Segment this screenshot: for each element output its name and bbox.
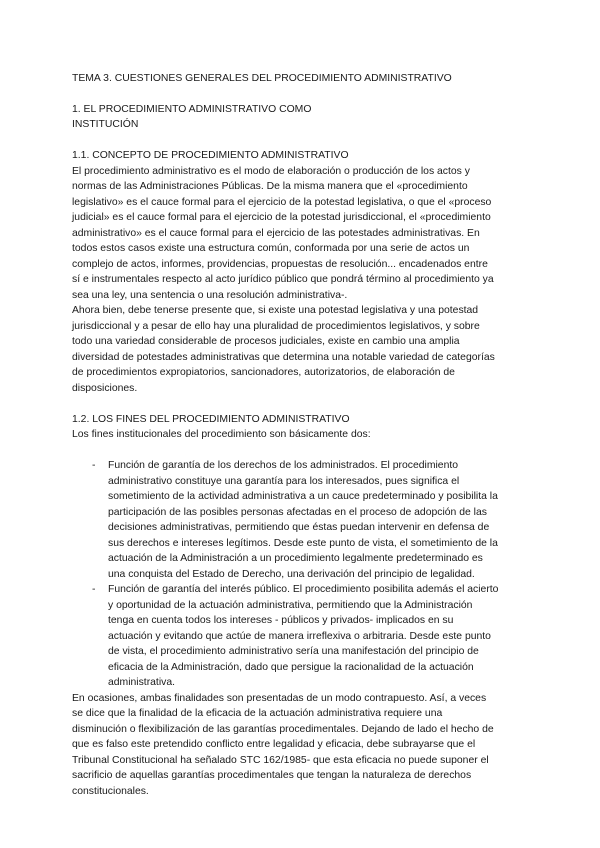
document-title: TEMA 3. CUESTIONES GENERALES DEL PROCEDIMIENTO ADMINISTRATIVO (72, 73, 452, 84)
text-line: eficacia de la Administración, dado que persigue la racionalidad de la actuación (108, 661, 474, 673)
text-line: Función de garantía del interés público. El procedimiento posibilita además el acierto (108, 584, 499, 595)
bullet-dash: - (92, 584, 96, 595)
text-line: En ocasiones, ambas finalidades son presentadas de un modo contrapuesto. Así, a veces (72, 692, 487, 704)
section-1-heading (72, 102, 532, 133)
bullet-dash: - (92, 460, 96, 471)
text-line: disminución o flexibilización de las garantías procedimentales. Dejando de lado el hecho de (72, 723, 494, 735)
text-line: complejo de actos, informes, providencias, propuestas de resolución... encadenados entre (72, 258, 488, 270)
concept-paragraph-1 (72, 164, 532, 304)
text-line: judicial» es el cauce formal para el ejercicio de la potestad jurisdiccional, el «procedimiento (72, 212, 491, 223)
text-line: sí e instrumentales respecto al acto jurídico público que pondrá término al procedimiento ya (72, 274, 494, 285)
text-line: todo una variedad considerable de procesos judiciales, existe en cambio una amplia (72, 336, 460, 347)
text-line: administrativa. (108, 677, 175, 688)
fines-intro: Los fines institucionales del procedimiento son básicamente dos: (72, 429, 371, 440)
text-line: y oportunidad de la actuación administrativa, permitiendo que la Administración (108, 599, 473, 611)
heading-line: INSTITUCIÓN (72, 119, 139, 130)
text-line: sometimiento de la actividad administrativa a un cauce predeterminado y posibilita la (108, 491, 498, 502)
text-line: administrativo» es el cauce formal para el ejercicio de las potestades administrativas. En (72, 227, 480, 239)
text-line: Tribunal Constitucional ha señalado STC 162/1985- que esta eficacia no puede suponer el (72, 754, 489, 766)
text-line: sacrificio de aquellas garantías procedimentales que tengan la naturaleza de derechos (72, 770, 472, 781)
text-line: se dice que la finalidad de la eficacia de la actuación administrativa requiere una (72, 708, 443, 719)
section-1-2-heading: 1.2. LOS FINES DEL PROCEDIMIENTO ADMINISTRATIVO (72, 413, 350, 425)
text-line: de procedimientos expropiatorios, sancionadores, autorizatorios, de elaboración de (72, 367, 455, 378)
document-body (72, 71, 532, 799)
text-line: de vista, el procedimiento administrativo sería una manifestación del principio de (108, 646, 479, 657)
text-line: constitucionales. (72, 785, 149, 797)
text-line: Ahora bien, debe tenerse presente que, si existe una potestad legislativa y una potestad (72, 305, 479, 316)
section-1-1-heading: 1.1. CONCEPTO DE PROCEDIMIENTO ADMINISTRATIVO (72, 150, 349, 161)
text-line: todos estos casos existe una estructura común, conformada por una serie de actos un (72, 243, 470, 254)
text-line: disposiciones. (72, 382, 138, 394)
text-line: legislativo» es el cauce formal para el ejercicio de la potestad legislativa, o que el «proceso (72, 196, 492, 208)
list-item (72, 458, 532, 582)
text-line: Función de garantía de los derechos de los administrados. El procedimiento (108, 460, 459, 471)
text-line: una conquista del Estado de Derecho, una derivación del principio de legalidad. (108, 568, 475, 580)
text-line: sea una ley, una sentencia o una resolución administrativa-. (72, 289, 348, 301)
text-line: decisiones administrativas, permitiendo que éstas puedan intervenir en defensa de (108, 522, 490, 533)
concept-paragraph-2 (72, 303, 532, 396)
text-line: que es falso este pretendido conflicto entre legalidad y eficacia, debe subrayarse que el (72, 739, 476, 750)
text-line: normas de las Administraciones Públicas. De la misma manera que el «procedimiento (72, 181, 468, 192)
text-line: tenga en cuenta todos los intereses - públicos y privados- implicados en su (108, 615, 454, 626)
heading-line: 1. EL PROCEDIMIENTO ADMINISTRATIVO COMO (72, 103, 312, 115)
text-line: actuación de la Administración a un procedimiento legalmente predeterminado es (108, 553, 483, 564)
text-line: actuación y evitando que actúe de manera irreflexiva o arbitraria. Desde este punto (108, 630, 491, 642)
list-item (72, 582, 532, 691)
text-line: sus derechos e intereses legítimos. Desde este punto de vista, el sometimiento de la (108, 537, 498, 549)
text-line: diversidad de potestades administrativas que determina una notable variedad de categorías (72, 351, 495, 363)
text-line: participación de las posibles personas afectadas en el proceso de adopción de las (108, 506, 487, 518)
text-line: administrativo constituye una garantía para los interesados, pues significa el (108, 475, 460, 487)
text-line: jurisdiccional y a pesar de ello hay una pluralidad de procedimientos legislativos, y sobre (72, 320, 480, 332)
closing-paragraph (72, 691, 532, 800)
text-line: El procedimiento administrativo es el modo de elaboración o producción de los actos y (72, 165, 470, 177)
